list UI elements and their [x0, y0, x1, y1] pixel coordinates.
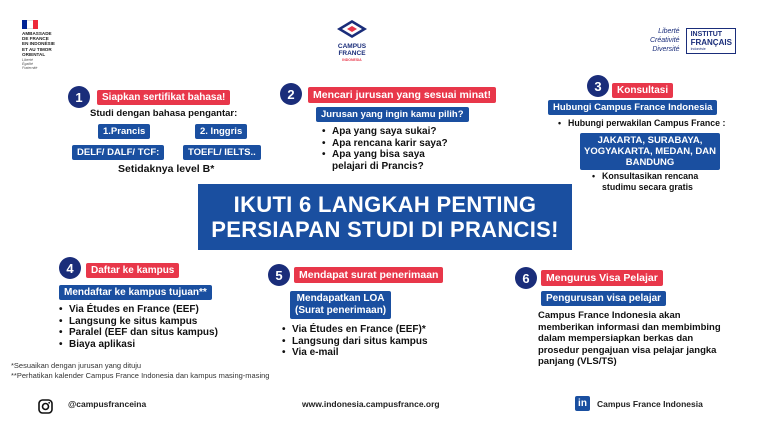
- institut-francais-logo: [650, 27, 736, 54]
- step-3-cities: JAKARTA, SURABAYA, YOGYAKARTA, MEDAN, DAN BANDUNG: [580, 133, 720, 170]
- step-3-list-a: [558, 118, 748, 129]
- step-2-number: 2: [280, 83, 302, 105]
- step-6-number: 6: [515, 267, 537, 289]
- step-1-option-english: 2. Inggris: [195, 124, 247, 139]
- step-5-subtitle: Mendapatkan LOA (Surat penerimaan): [290, 291, 391, 319]
- embassy-motto: Liberté Égalité Fraternité: [22, 58, 38, 71]
- step-3-subtitle: Hubungi Campus France Indonesia: [548, 100, 717, 115]
- step-3-number: 3: [587, 75, 609, 97]
- embassy-logo: [22, 20, 82, 70]
- linkedin-icon[interactable]: in: [575, 396, 590, 411]
- list-item: • Konsultasikan rencana studimu secara gratis: [592, 171, 712, 192]
- list-item: • Apa rencana karir saya?: [322, 138, 492, 150]
- banner-line-2: PERSIAPAN STUDI DI PRANCIS!: [211, 217, 559, 242]
- step-1-cert-french: DELF/ DALF/ TCF:: [72, 145, 164, 160]
- list-item: • Via e-mail: [282, 347, 472, 359]
- step-1-cert-english: TOEFL/ IELTS..: [183, 145, 261, 160]
- list-item: • Hubungi perwakilan Campus France :: [558, 118, 748, 129]
- step-1-number: 1: [68, 86, 90, 108]
- instagram-handle[interactable]: @campusfranceina: [68, 399, 147, 409]
- list-item: • Apa yang bisa saya pelajari di Prancis?: [322, 149, 452, 172]
- step-5-list: [282, 324, 472, 359]
- step-2-title: Mencari jurusan yang sesuai minat!: [308, 87, 496, 103]
- institut-box: INSTITUT FRANÇAIS Indonésie: [686, 28, 736, 54]
- step-4-title: Daftar ke kampus: [86, 263, 179, 278]
- step-2-list: [322, 126, 492, 172]
- list-item: • Paralel (EEF dan situs kampus): [59, 327, 259, 339]
- list-item: • Biaya aplikasi: [59, 339, 259, 351]
- embassy-name: AMBASSADE DE FRANCE EN INDONÉSIE ET AU TIMOR ORIENTAL: [22, 31, 55, 57]
- step-1-title: Siapkan sertifikat bahasa!: [97, 90, 230, 105]
- step-6-body: Campus France Indonesia akan memberikan informasi dan membimbing dalam mempersiapkan berkas dan prosedur pengajuan visa pelajar jangka panjang (VLS/TS): [538, 310, 721, 367]
- step-3-list-b: [592, 171, 712, 192]
- list-item: • Via Études en France (EEF): [59, 304, 259, 316]
- step-5-title: Mendapat surat penerimaan: [294, 267, 443, 283]
- list-item: • Via Études en France (EEF)*: [282, 324, 472, 336]
- footnotes: *Sesuaikan dengan jurusan yang dituju **Perhatikan kalender Campus France Indonesia dan kampus masing-masing: [11, 361, 270, 380]
- list-item: • Langsung ke situs kampus: [59, 316, 259, 328]
- step-1-intro: Studi dengan bahasa pengantar:: [90, 108, 238, 119]
- step-5-number: 5: [268, 264, 290, 286]
- step-4-list: [59, 304, 259, 350]
- linkedin-name[interactable]: Campus France Indonesia: [597, 399, 703, 409]
- website-link[interactable]: www.indonesia.campusfrance.org: [302, 399, 440, 409]
- campus-france-name: CAMPUS FRANCE: [337, 43, 367, 57]
- campus-france-sub: INDONESIA: [342, 58, 362, 62]
- step-2-subtitle: Jurusan yang ingin kamu pilih?: [316, 107, 469, 122]
- instagram-icon[interactable]: [38, 399, 53, 414]
- main-banner: [198, 184, 572, 250]
- campus-france-emblem-icon: [337, 20, 367, 38]
- french-flag: [22, 20, 38, 29]
- step-6-title: Mengurus Visa Pelajar: [541, 270, 663, 286]
- banner-line-1: IKUTI 6 LANGKAH PENTING: [233, 192, 537, 217]
- step-1-level: Setidaknya level B*: [118, 163, 215, 175]
- campus-france-logo: [330, 20, 374, 62]
- step-1-option-french: 1.Prancis: [98, 124, 150, 139]
- institut-motto: Liberté Créativité Diversité: [650, 28, 680, 53]
- step-6-subtitle: Pengurusan visa pelajar: [541, 291, 666, 306]
- list-item: • Apa yang saya sukai?: [322, 126, 492, 138]
- step-3-title: Konsultasi: [612, 83, 673, 98]
- step-4-number: 4: [59, 257, 81, 279]
- list-item: • Langsung dari situs kampus: [282, 336, 472, 348]
- step-4-subtitle: Mendaftar ke kampus tujuan**: [59, 285, 212, 300]
